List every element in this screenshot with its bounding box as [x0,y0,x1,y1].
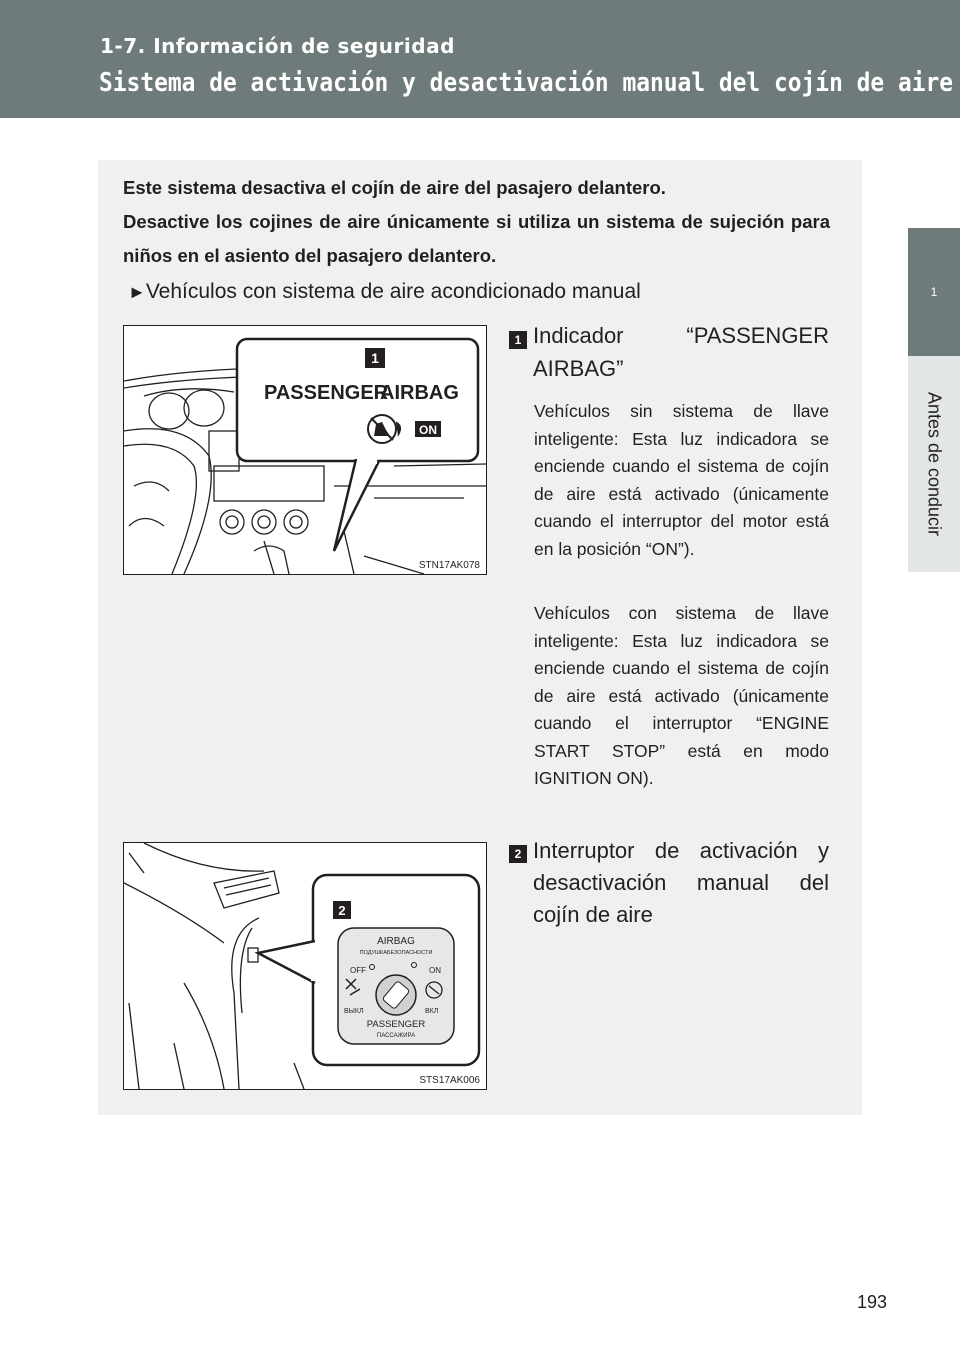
figure2-on-cyrillic: ВКЛ [425,1008,439,1015]
figure2-panel-cyrillic-top: ПОДУШКАБЕЗОПАСНОСТИ [359,950,433,956]
subheading-text: Vehículos con sistema de aire acondicionado manual [145,280,641,303]
item1-number-badge [509,331,527,349]
subheading [128,280,641,304]
figure2-off-label: OFF [350,966,366,975]
chapter-number: 1 [930,285,938,299]
chapter-tab-title [908,356,960,572]
section-label: 1-7. Información de seguridad [100,34,455,58]
figure1-on-label: ON [419,423,437,437]
intro-line-2: Desactive los cojines de aire únicamente si utiliza un sistema de sujeción para niños en el asiento del pasajero delantero. [123,211,830,266]
item2-title-line1: Interruptor de activación y [533,838,829,863]
page-number: 193 [857,1292,888,1312]
intro-line-1: Este sistema desactiva el cojín de aire del pasajero delantero. [123,177,666,198]
item2-title-line3: cojín de aire [533,902,653,927]
figure1-callout-number: 1 [371,350,379,366]
figure1-code: STN17AK078 [418,560,480,571]
intro-text [123,171,830,273]
chapter-title: Antes de conducir [924,391,945,537]
figure2-off-cyrillic: ВЫКЛ [344,1008,364,1015]
figure2-panel-passenger: PASSENGER [366,1019,426,1030]
item1-paragraph-2: Vehículos con sistema de llave inteligente: Esta luz indicadora se enciende cuando el sistema de cojín de aire está activado (únicamente cuando el interruptor “ENGINE START STOP” está en modo IGNITION ON). [534,603,829,788]
page-title: Sistema de activación y desactivación manual del cojín de aire [99,68,954,98]
chapter-header [0,0,960,118]
figure1-label-airbag: AIRBAG [380,382,459,404]
glovebox-switch-illustration [124,843,486,1089]
chapter-tab-number [908,228,960,356]
dashboard-illustration [124,326,486,574]
figure2-panel-airbag: AIRBAG [377,936,415,947]
item1-paragraph-1: Vehículos sin sistema de llave inteligente: Esta luz indicadora se enciende cuando el sistema de cojín de aire está activado (únicamente cuando el interruptor del motor está en la posición “ON”). [534,401,829,559]
item2-number: 2 [514,847,522,861]
item1-title-line1: Indicador “PASSENGER [533,323,829,348]
item1-title-line2: AIRBAG” [533,356,624,381]
item2-title-line2: desactivación manual del [533,870,829,895]
item2-number-badge [509,845,527,863]
figure2-panel-cyrillic-bottom: ПАССАЖИРА [376,1033,416,1039]
triangle-marker-icon: ► [128,282,146,302]
figure-airbag-manual-switch [123,842,487,1090]
figure-passenger-airbag-indicator [123,325,487,575]
figure2-callout-number: 2 [338,903,346,918]
figure2-code: STS17AK006 [419,1075,480,1086]
figure2-on-label: ON [429,966,441,975]
figure1-label-passenger: PASSENGER [264,382,389,404]
item1-number: 1 [514,333,522,347]
